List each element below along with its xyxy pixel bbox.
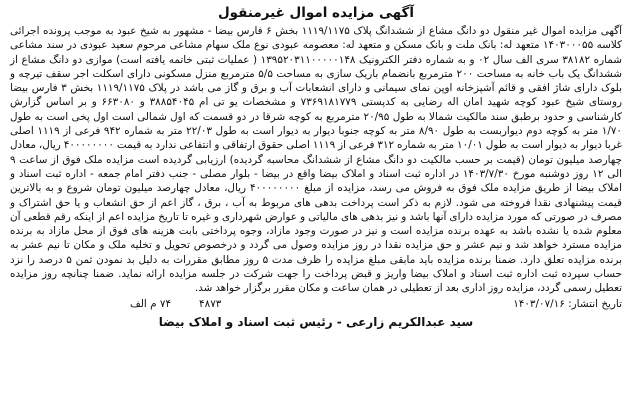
- notice-signature: سید عبدالکریم زارعی - رئیس ثبت اسناد و املاک بیضا: [158, 314, 474, 329]
- notice-ref: ۷۴ م الف: [130, 297, 172, 310]
- notice-codes: [130, 297, 221, 311]
- notice-title: آگهی مزایده اموال غیرمنقول: [217, 5, 415, 21]
- notice-meta: [10, 297, 622, 311]
- notice-body: آگهی مزایده اموال غیر منقول دو دانگ مشاع از ششدانگ پلاک ۱۱۱۹/۱۱۷۵ بخش ۶ فارس بیضا - مشهور به شیخ عبود به موجب پرونده اجرائی کلاسه ۱۴۰۳۰۰۰۵۵ متعهد له: بانک ملت و بانک مسکن و متعهد له: معصومه عبودی نوع ملک سهام مشاعی مرحوم سعید عبودی در سند مشاعی شماره ۳۸۱۸۲ سری الف سال ۰۲ و به شماره دفتر الکترونیک ۱۳۹۵۲۰۳۱۱۰۰۰۰۰۱۴۸ ( عملیات ثبتی خاتمه یافته است) موازی دو دانگ مشاع از ششدانگ یک باب خانه به مساحت ۲۰۰ مترمربع بانضمام باریک سازی به مساحت ۵/۵ مترمربع منزل مسکونی دارای اسکلت اجر سقف تیرچه و بلوک دارای شاژ افقی و قائم آشپزخانه اوپن نمای سیمانی و دارای انشعابات آب و برق و گاز می باشد در پلاک ۱۱۱۹/۱۱۷۵ بخش ۳ فارس بیضا روستای شیخ عبود کوچه شهید امان اله رضایی به کدپستی ۷۳۶۹۱۸۱۷۷۹ و مشخصات یو تی ام ۳۸۸۵۴۰۴۵ و ۶۶۳۰۸۰ و بر اساس گزارش کارشناسی و حدود برطبق سند مالکیت شمالا به طول ۲۰/۹۵ مترمربع به کوچه شرقا در دو قسمت که اول شمالی است اول پخی است به طول ۱/۷۰ متر به کوچه دوم دیواربست به طول ۸/۹۰ متر به کوچه جنوبا دیوار به دیوار است به طول ۲۲/۰۳ متر به شماره ۹۴۲ فرعی از ۱۱۱۹ اصلی غربا دیوار به دیوار است به طول ۱۰/۰۱ متر به شماره ۳۱۲ فرعی از ۱۱۱۹ اصلی حقوق ارتفاقی و انتفاعی ندارد به قیمت ۴۰۰۰۰۰۰۰۰ ریال، معادل چهارصد میلیون تومان (قیمت بر حسب مالکیت دو دانگ مشاع از ششدانگ محاسبه گردیده) ارزیابی گردیده است مزایده ملک فوق از ساعت ۹ الی ۱۲ روز دوشنبه مورخ ۱۴۰۳/۷/۳۰ در اداره ثبت اسناد و املاک بیضا واقع در بیضا - بلوار مصلی - جنب دفتر امام جمعه - اداره ثبت اسناد و املاک بیضا از طریق مزایده ملک فوق به فروش می رسد، مزایده از مبلغ ۴۰۰۰۰۰۰۰۰ ریال، معادل چهارصد میلیون تومان شروع و به بالاترین قیمت پیشنهادی نقدا فروخته می شود. لازم به ذکر است پرداخت بدهی های مربوط به آب ، برق ، گاز اعم از حق انشعاب و یا حق اشتراک و مصرف در صورتی که مورد مزایده دارای آنها باشد و نیز بدهی های مالیاتی و عوارض شهرداری و غیره تا تاریخ مزایده اعم از اینکه رقم قطعی آن معلوم شده یا نشده باشد به عهده برنده مزایده است و نیز در صورت وجود مازاد، وجوه پرداختی بابت هزینه های فوق از محل مازاد به برنده مزایده مسترد خواهد شد و نیم عشر و حق مزایده نقدا در روز مزایده وصول می گردد و درخصوص تحویل و تخلیه ملک و مکان تا نیم عشر به برنده مزایده تعلق دارد. ضمنا برنده مزایده باید مابقی مبلغ مزایده را ظرف مدت ۵ روز مطابق مقررات به دلیل بد نمودن ثمن ۵ درصد را نزد حساب سپرده ثبت اداره ثبت اسناد و املاک بیضا واریز و قبض پرداخت را جهت شرکت در جلسه مزایده ارائه نماید. ضمنا چنانچه روز مزایده تعطیل رسمی گردد، مزایده روز اداری بعد از تعطیلی در همان ساعت و مکان مقرر برگزار خواهد شد.: [10, 25, 623, 295]
- publish-date: تاریخ انتشار: ۱۴۰۳/۰۷/۱۶: [513, 297, 622, 310]
- notice-code: ۴۸۷۳: [199, 297, 222, 310]
